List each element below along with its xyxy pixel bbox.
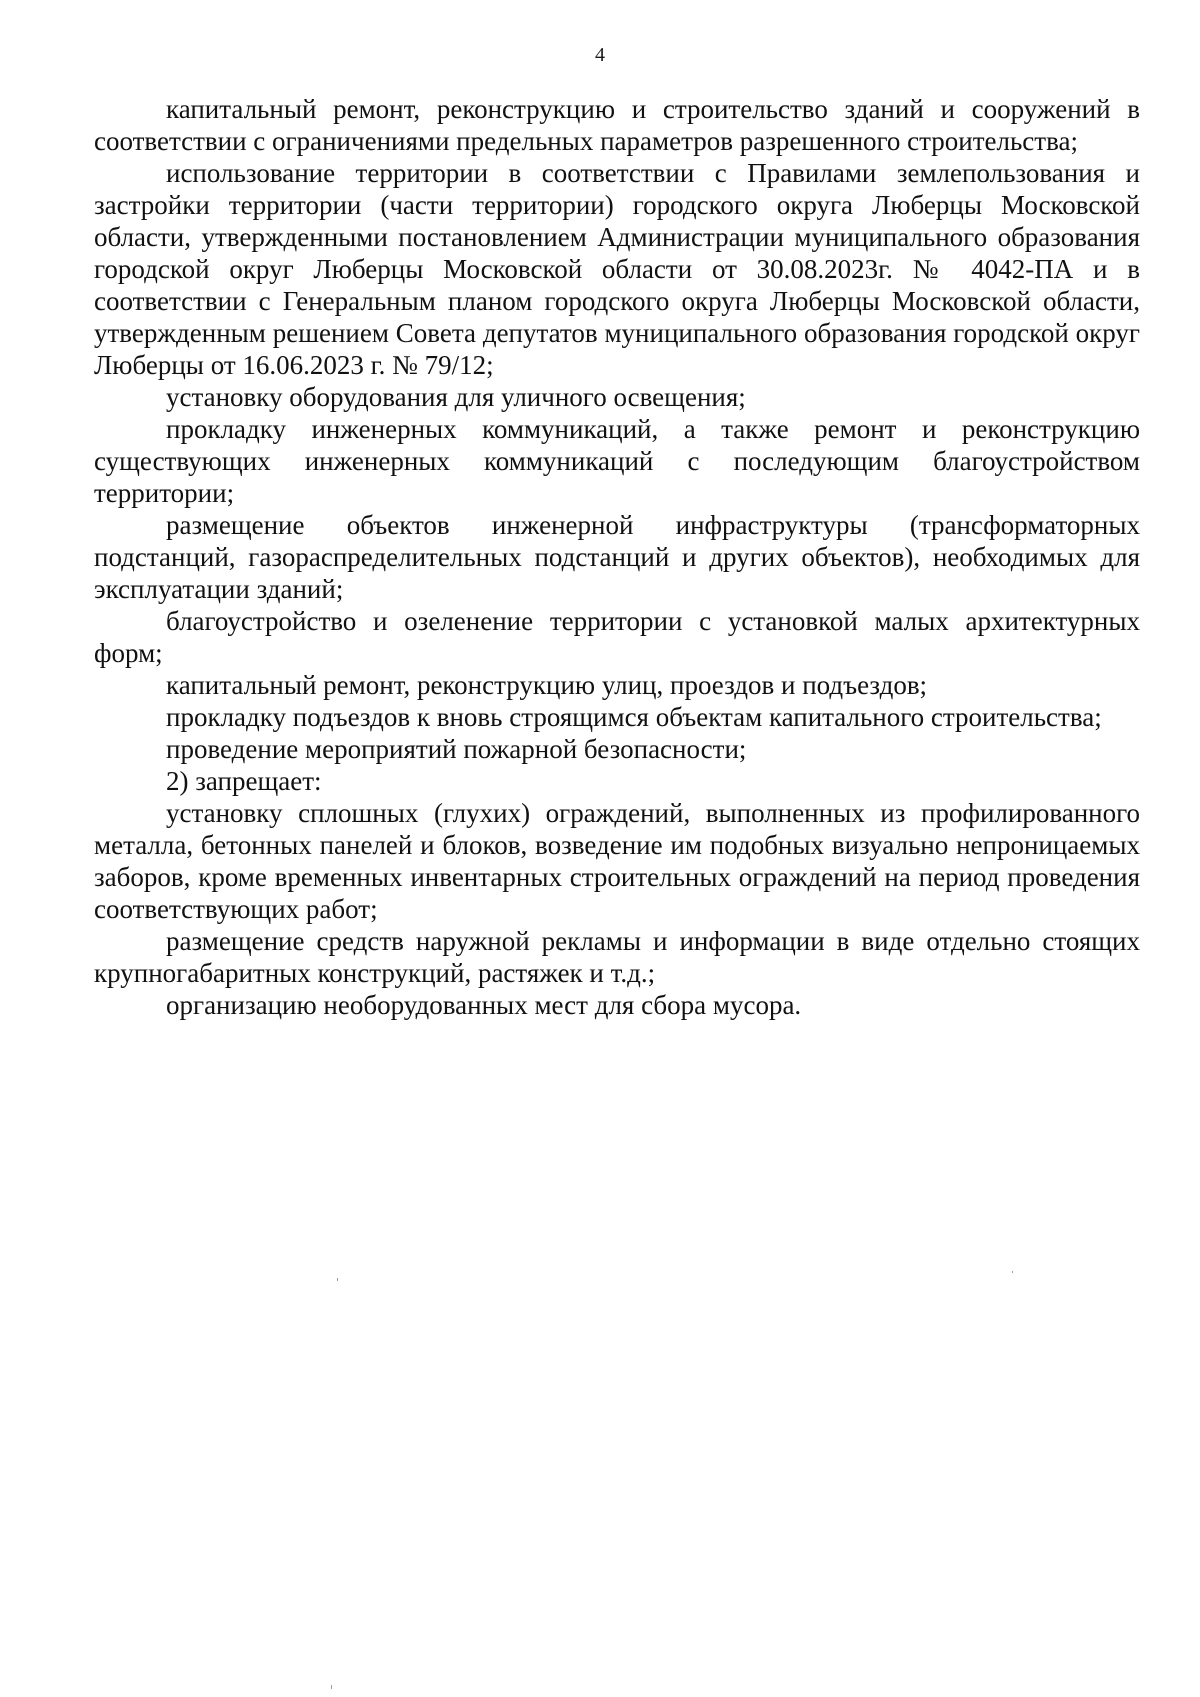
- paragraph-engineering-communications: прокладку инженерных коммуникаций, а также ремонт и реконструкцию существующих инженерных коммуникаций с последующим благоустройством территории;: [94, 414, 1140, 508]
- scan-artifact-mark: [331, 1685, 332, 1689]
- document-body: [94, 93, 1140, 1021]
- paragraph-solid-fences: установку сплошных (глухих) ограждений, выполненных из профилированного металла, бетонных панелей и блоков, возведение им подобных визуально непроницаемых заборов, кроме временных инвентарных строительных ограждений на период проведения соответствующих работ;: [94, 798, 1140, 924]
- scan-artifact-mark: [337, 1278, 338, 1281]
- paragraph-access-roads: прокладку подъездов к вновь строящимся объектам капитального строительства;: [166, 702, 1102, 732]
- paragraph-fire-safety: проведение мероприятий пожарной безопасности;: [166, 734, 747, 764]
- scan-artifact-mark: [1012, 1271, 1013, 1273]
- page-number: 4: [595, 44, 605, 66]
- paragraph-garbage-places: организацию необорудованных мест для сбора мусора.: [166, 990, 802, 1020]
- paragraph-outdoor-advertising: размещение средств наружной рекламы и информации в виде отдельно стоящих крупногабаритных конструкций, растяжек и т.д.;: [94, 926, 1140, 988]
- paragraph-landscaping: благоустройство и озеленение территории с установкой малых архитектурных форм;: [94, 606, 1140, 668]
- paragraph-street-lighting: установку оборудования для уличного освещения;: [166, 382, 746, 412]
- paragraph-land-use: использование территории в соответствии с Правилами землепользования и застройки территории (части территории) городского округа Люберцы Московской области, утвержденными постановлением Администрации муниципального образования городской округ Люберцы Московской области от 30.08.2023г. № 4042-ПА и в соответствии с Генеральным планом городского округа Люберцы Московской области, утвержденным решением Совета депутатов муниципального образования городской округ Люберцы от 16.06.2023 г. № 79/12;: [94, 158, 1140, 380]
- paragraph-street-repair: капитальный ремонт, реконструкцию улиц, проездов и подъездов;: [166, 670, 928, 700]
- paragraph-engineering-infrastructure: размещение объектов инженерной инфраструктуры (трансформаторных подстанций, газораспределительных подстанций и других объектов), необходимых для эксплуатации зданий;: [94, 510, 1140, 604]
- paragraph-prohibits-heading: 2) запрещает:: [166, 766, 322, 796]
- paragraph-capital-repair: капитальный ремонт, реконструкцию и строительство зданий и сооружений в соответствии с ограничениями предельных параметров разрешенного строительства;: [94, 94, 1140, 156]
